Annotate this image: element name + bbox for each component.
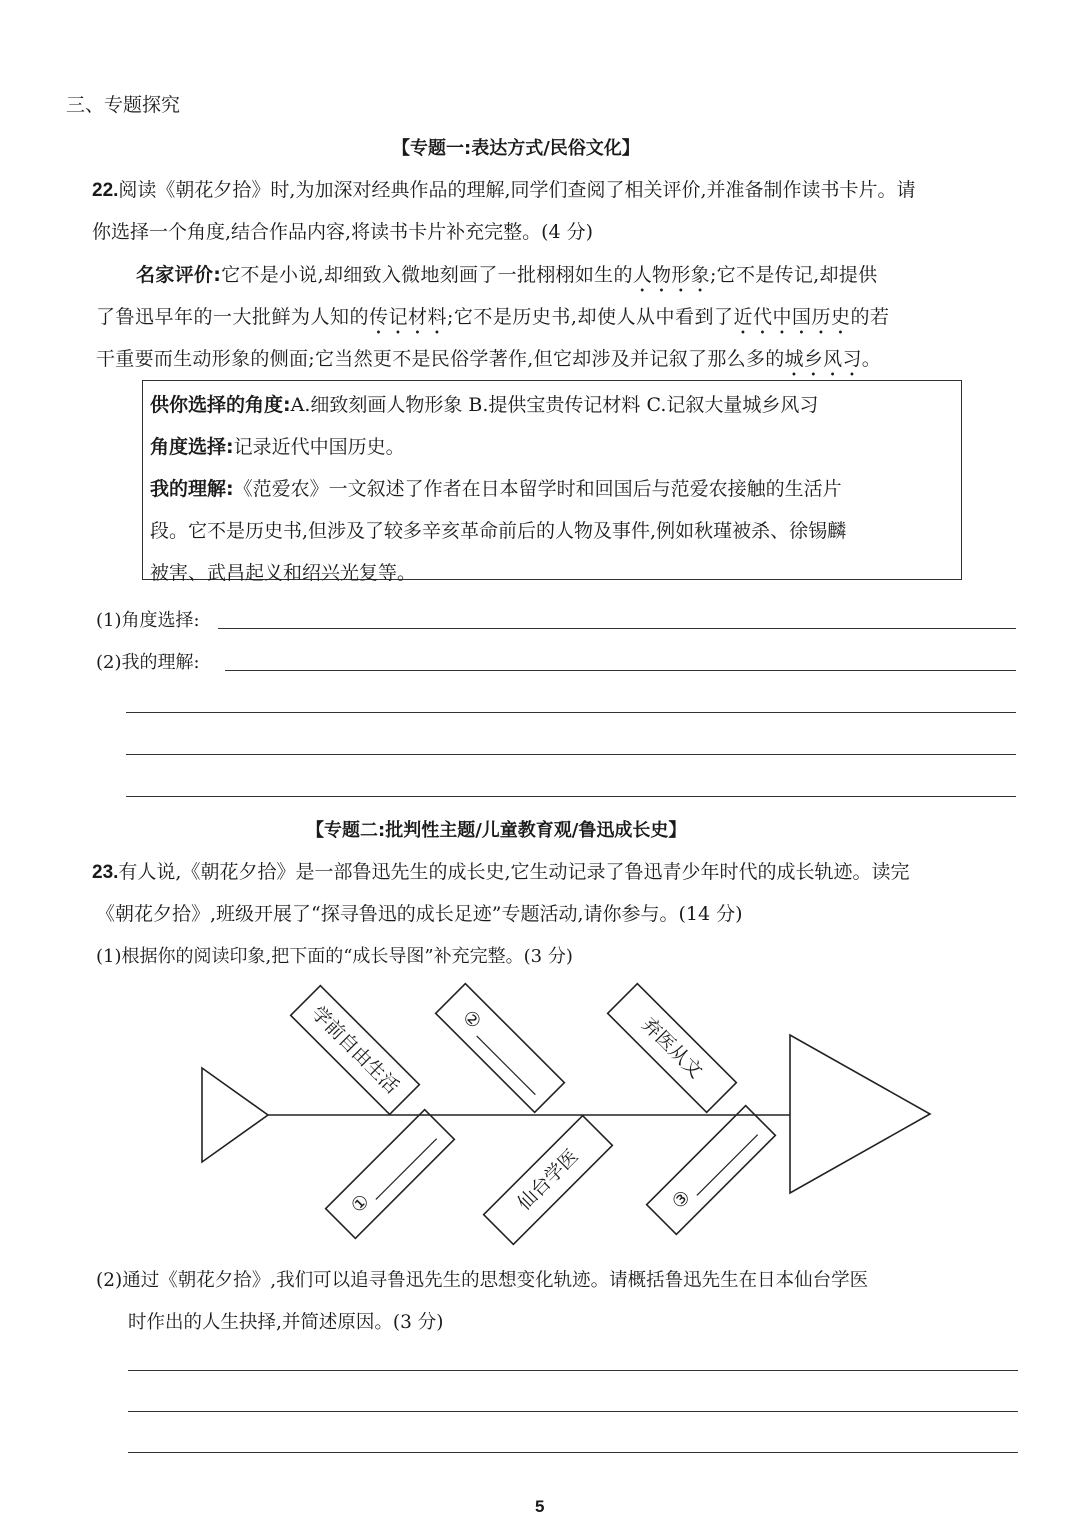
box-bottom-3-label: ③ [667,1185,696,1214]
box-top-2-label: ② [457,1005,486,1034]
review-text: 干重要而生动形象的侧面;它当然更不是民俗学著作,但它却涉及并记叙了那么多的 [96,348,785,370]
emphasis-history: 近代中国历史 [733,306,851,328]
box-top-3-label: 弃医从文 [637,1013,707,1083]
blank2-label: (2)我的理解: [96,652,200,673]
review-text: 它不是小说,却细致入微地刻画了一批栩栩如生的 [221,264,633,286]
topic-one-heading: 【专题一:表达方式/民俗文化】 [392,138,640,159]
box-bottom-1 [326,1110,455,1239]
card-understanding-2: 段。它不是历史书,但涉及了较多辛亥革命前后的人物及事件,例如秋瑾被杀、徐锡麟 [150,520,847,542]
emphasis-character-image: 人物形象 [632,264,710,286]
answer-line[interactable] [128,1370,1018,1371]
review-text: 的若 [850,306,890,328]
choice-label: 角度选择: [150,436,234,458]
choice-text: 记录近代中国历史。 [233,436,405,458]
box-bottom-2-label: 仙台学医 [513,1145,583,1215]
tail-triangle [202,1068,268,1162]
box-top-2 [436,984,565,1113]
options-text: A.细致刻画人物形象 B.提供宝贵传记材料 C.记叙大量城乡风习 [290,394,819,416]
blank1-label: (1)角度选择: [96,610,200,631]
q23-number: 23. [92,862,119,883]
q23-text-1: 有人说,《朝花夕拾》是一部鲁迅先生的成长史,它生动记录了鲁迅青少年时代的成长轨迹。读完 [118,861,910,883]
answer-line[interactable] [128,1452,1018,1453]
topic-two-heading: 【专题二:批判性主题/儿童教育观/鲁迅成长史】 [306,820,687,841]
box-bottom-1-label: ① [346,1189,375,1218]
q23-line2: 《朝花夕拾》,班级开展了“探寻鲁迅的成长足迹”专题活动,请你参与。(14 分) [96,903,743,925]
q23-sub1: (1)根据你的阅读印象,把下面的“成长导图”补充完整。(3 分) [96,946,573,967]
review-text: 。 [861,348,882,370]
answer-line[interactable] [128,1411,1018,1412]
emphasis-biography: 传记材料 [369,306,448,328]
q23-sub2-line1: (2)通过《朝花夕拾》,我们可以追寻鲁迅先生的思想变化轨迹。请概括鲁迅先生在日本仙台学医 [96,1270,869,1291]
head-triangle [790,1035,930,1193]
box-bottom-3 [647,1106,776,1235]
q22-text-1: 阅读《朝花夕拾》时,为加深对经典作品的理解,同学们查阅了相关评价,并准备制作读书卡片。请 [118,179,916,201]
review-text: ;它不是传记,却提供 [709,264,878,286]
review-label: 名家评价: [136,264,222,286]
review-text: ;它不是历史书,却使人从中看到了 [447,306,734,328]
understanding-label: 我的理解: [150,478,234,500]
review-text: 了鲁迅早年的一大批鲜为人知的 [96,306,370,328]
blank-line-1[interactable] [376,1139,437,1200]
q23-sub2-line2: 时作出的人生抉择,并简述原因。(3 分) [128,1312,444,1333]
blank-line-3[interactable] [697,1135,758,1196]
q22-number: 22. [92,180,119,201]
options-label: 供你选择的角度: [150,394,291,416]
section-title: 三、专题探究 [66,94,181,116]
q22-line2: 你选择一个角度,结合作品内容,将读书卡片补充完整。(4 分) [92,221,594,243]
emphasis-customs: 城乡风习 [784,348,862,370]
page-number: 5 [535,1497,545,1516]
understanding-text: 《范爱农》一文叙述了作者在日本留学时和回国后与范爱农接触的生活片 [233,478,842,500]
box-top-1-label: 学前自由生活 [306,1001,404,1099]
card-understanding-3: 被害、武昌起义和绍兴光复等。 [150,562,417,584]
